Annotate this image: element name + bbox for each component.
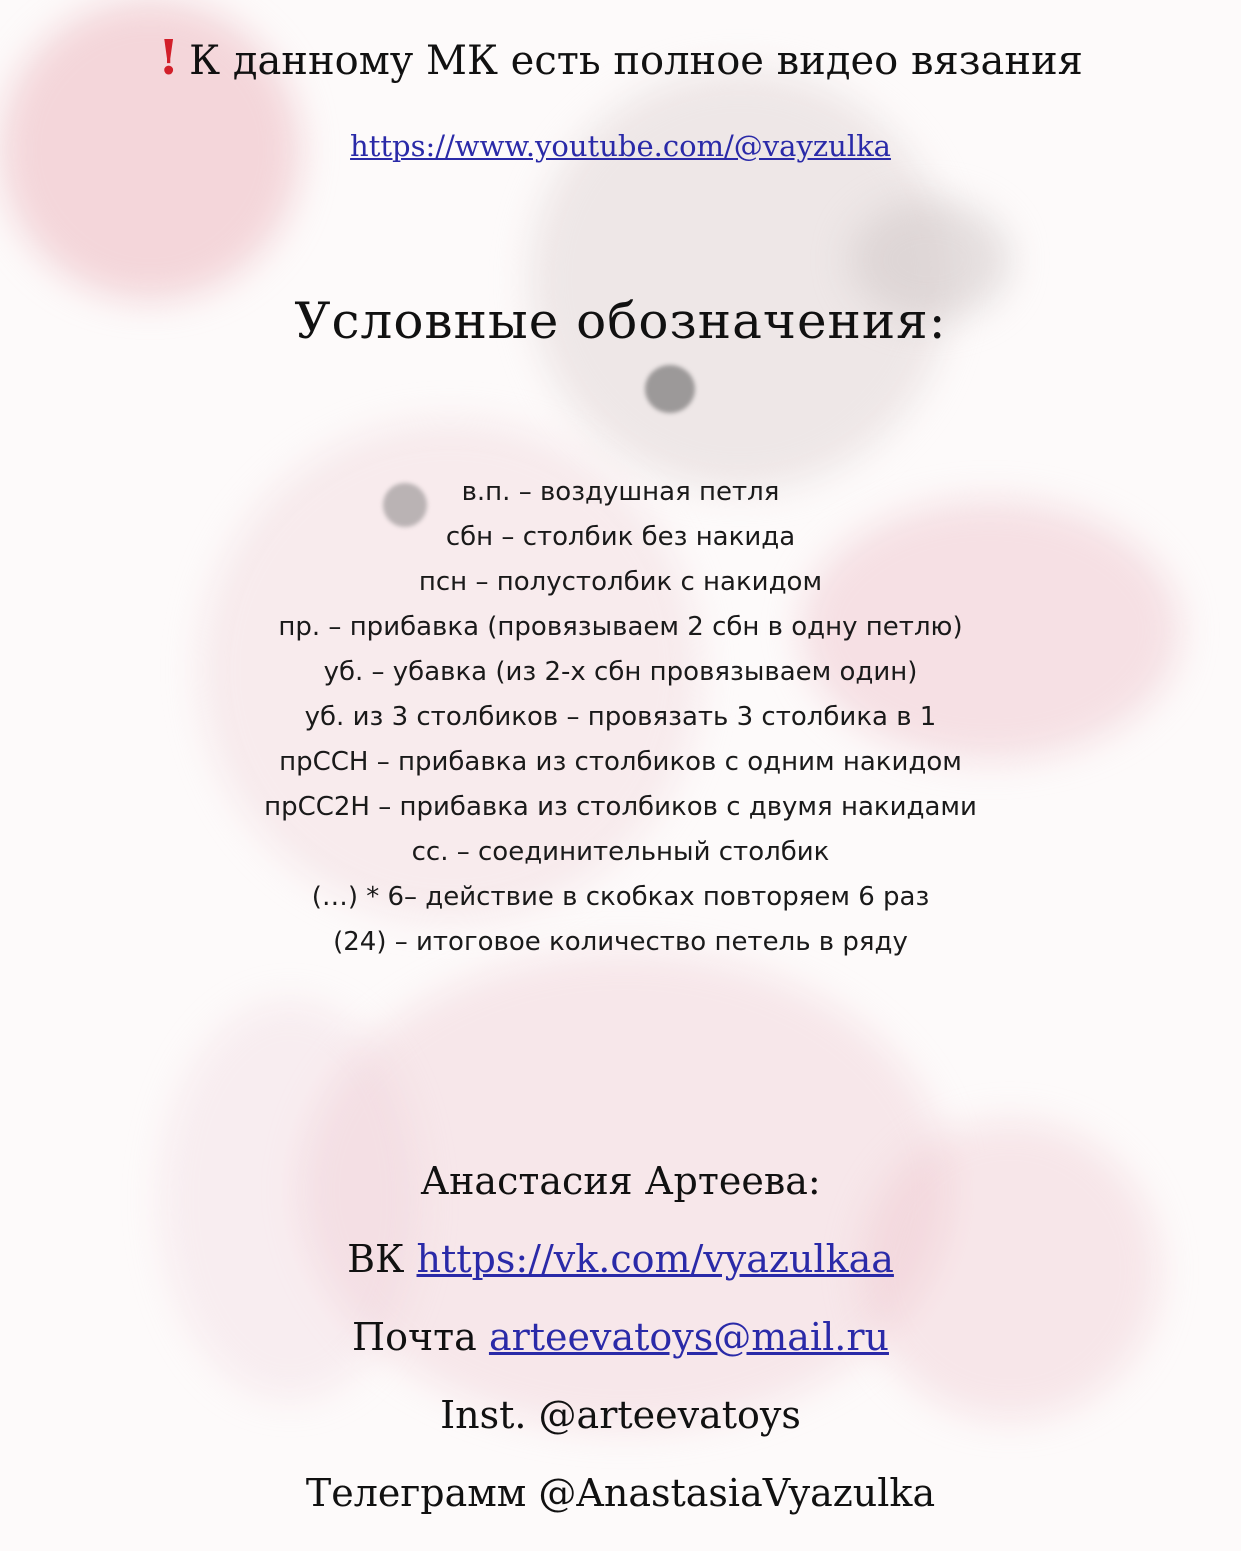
mail-label: Почта <box>352 1315 477 1359</box>
legend-item: пр. – прибавка (провязываем 2 сбн в одну петлю) <box>278 612 963 642</box>
legend-item: в.п. – воздушная петля <box>461 477 780 507</box>
youtube-link[interactable]: https://www.youtube.com/@vayzulka <box>350 129 891 163</box>
legend-item: псн – полустолбик с накидом <box>418 567 823 597</box>
vk-row <box>0 1220 1241 1298</box>
legend-title: Условные обозначения: <box>294 292 947 350</box>
legend-item: прССН – прибавка из столбиков с одним накидом <box>279 747 962 777</box>
legend-item: уб. – убавка (из 2-х сбн провязываем один) <box>323 657 918 687</box>
author-name: Анастасия Артеева: <box>420 1159 821 1203</box>
mail-link[interactable]: arteevatoys@mail.ru <box>488 1315 889 1359</box>
legend-item: сс. – соединительный столбик <box>411 837 830 867</box>
exclamation-icon: ! <box>158 30 180 86</box>
mail-row <box>0 1298 1241 1376</box>
legend-item: прСС2Н – прибавка из столбиков с двумя накидами <box>264 792 977 822</box>
contacts-block <box>0 1142 1241 1532</box>
legend-item: уб. из 3 столбиков – провязать 3 столбика в 1 <box>304 702 937 732</box>
video-note <box>0 22 1241 97</box>
vk-link[interactable]: https://vk.com/vyazulkaa <box>416 1237 894 1281</box>
telegram-handle: Телеграмм @AnastasiaVyazulka <box>305 1471 936 1515</box>
legend-item: (…) * 6– действие в скобках повторяем 6 раз <box>311 882 930 912</box>
video-note-text: К данному МК есть полное видео вязания <box>189 38 1083 84</box>
instagram-handle: Inst. @arteevatoys <box>440 1393 801 1437</box>
vk-label: ВК <box>347 1237 405 1281</box>
legend-item: (24) – итоговое количество петель в ряду <box>333 927 908 957</box>
legend-list <box>0 470 1241 965</box>
youtube-link-row <box>0 124 1241 168</box>
legend-item: сбн – столбик без накида <box>445 522 796 552</box>
